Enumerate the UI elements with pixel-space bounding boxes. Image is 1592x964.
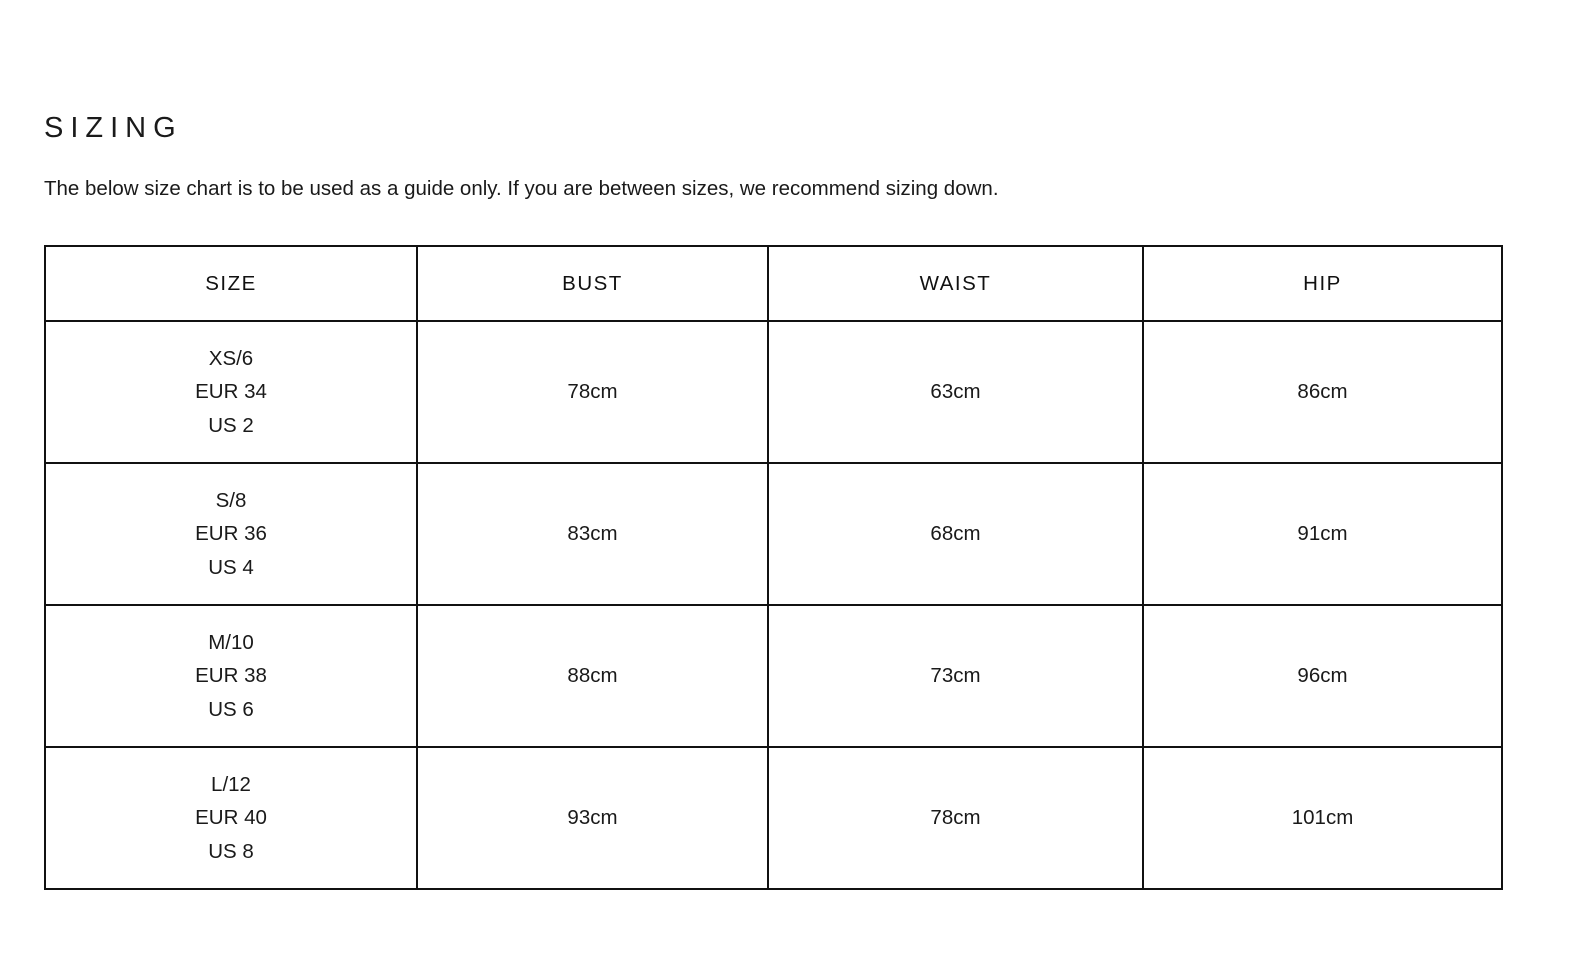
- size-us: US 6: [208, 697, 254, 721]
- bust-cell: 83cm: [417, 463, 768, 605]
- size-au: M/10: [208, 630, 254, 654]
- header-hip: HIP: [1143, 246, 1502, 321]
- hip-cell: 101cm: [1143, 747, 1502, 889]
- size-us: US 2: [208, 413, 254, 437]
- waist-cell: 78cm: [768, 747, 1143, 889]
- waist-cell: 63cm: [768, 321, 1143, 463]
- size-au: L/12: [211, 772, 251, 796]
- size-chart-table: [44, 245, 1503, 890]
- table-row: [45, 605, 1502, 747]
- table-row: [45, 747, 1502, 889]
- bust-cell: 93cm: [417, 747, 768, 889]
- table-header-row: [45, 246, 1502, 321]
- table-row: [45, 463, 1502, 605]
- size-eur: EUR 38: [195, 664, 267, 688]
- bust-cell: 78cm: [417, 321, 768, 463]
- size-au: S/8: [215, 488, 247, 512]
- size-guide-intro: The below size chart is to be used as a guide only. If you are between sizes, we recommend sizing down.: [44, 177, 999, 200]
- size-us: US 8: [208, 839, 254, 863]
- size-cell: [45, 463, 417, 605]
- size-cell: [45, 747, 417, 889]
- hip-cell: 91cm: [1143, 463, 1502, 605]
- waist-cell: 68cm: [768, 463, 1143, 605]
- page-title: SIZING: [44, 112, 183, 144]
- hip-cell: 96cm: [1143, 605, 1502, 747]
- size-us: US 4: [208, 555, 254, 579]
- hip-cell: 86cm: [1143, 321, 1502, 463]
- header-waist: WAIST: [768, 246, 1143, 321]
- size-eur: EUR 36: [195, 522, 267, 546]
- waist-cell: 73cm: [768, 605, 1143, 747]
- size-cell: [45, 605, 417, 747]
- header-size: SIZE: [45, 246, 417, 321]
- size-au: XS/6: [208, 346, 254, 370]
- size-eur: EUR 34: [195, 380, 267, 404]
- size-cell: [45, 321, 417, 463]
- size-eur: EUR 40: [195, 806, 267, 830]
- header-bust: BUST: [417, 246, 768, 321]
- bust-cell: 88cm: [417, 605, 768, 747]
- table-row: [45, 321, 1502, 463]
